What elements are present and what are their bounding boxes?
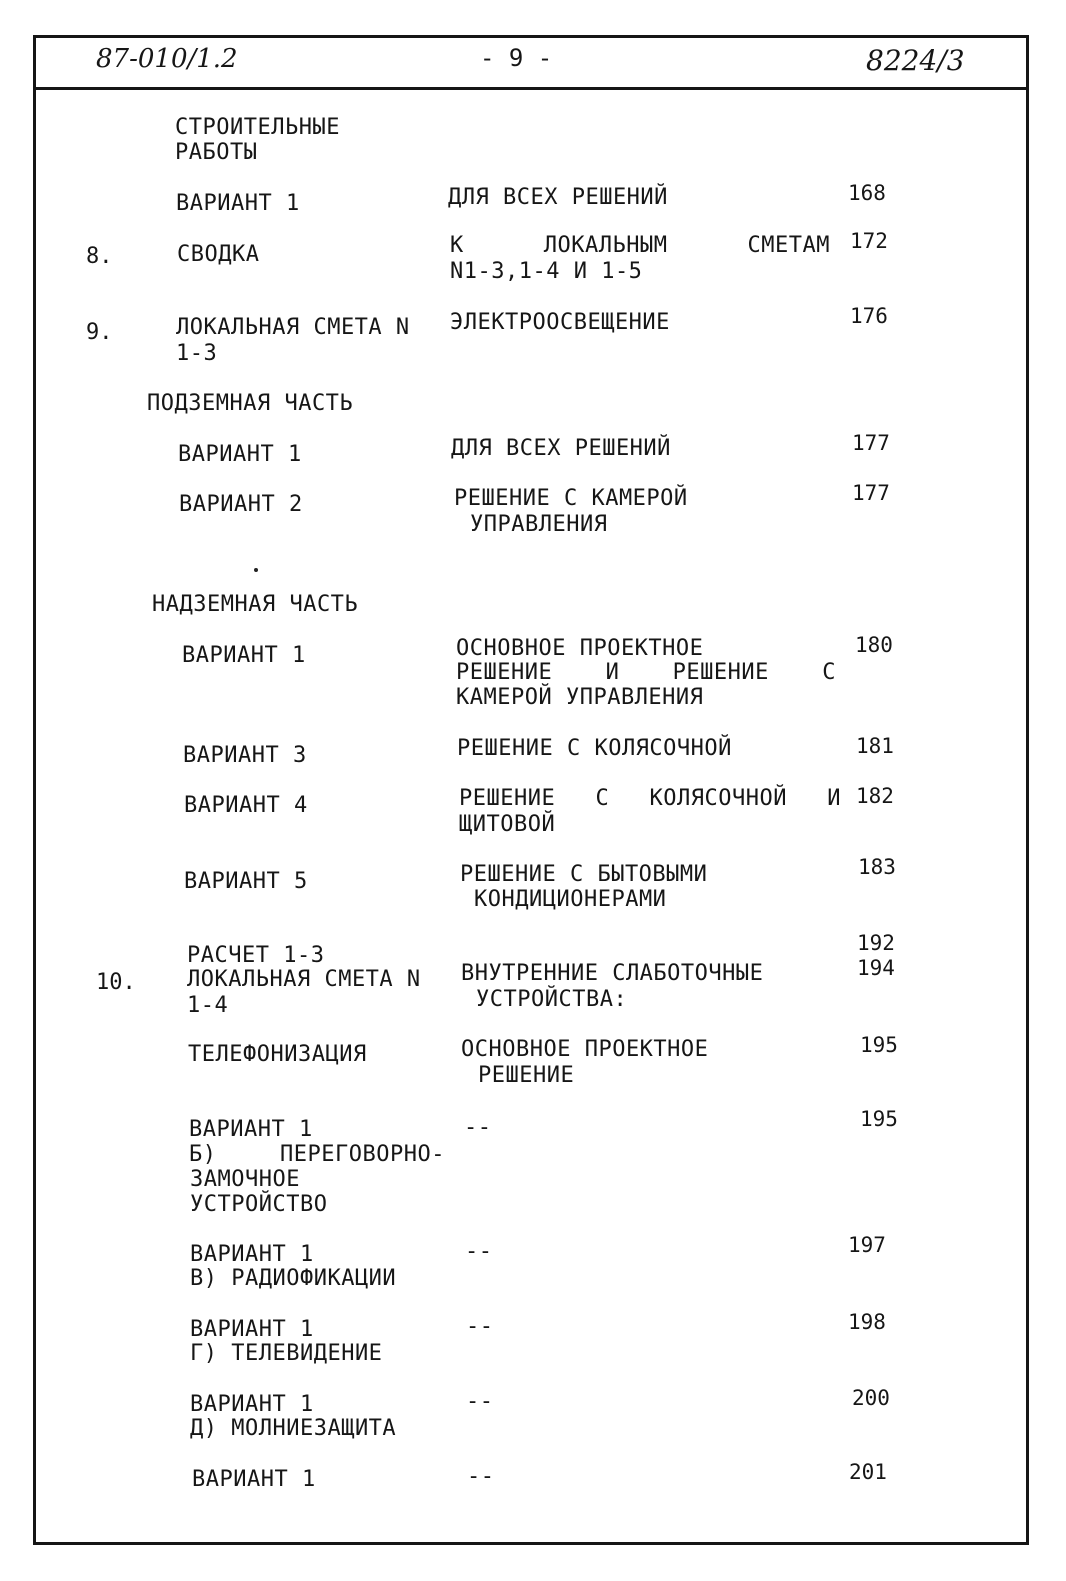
desc-word: РЕШЕНИЕ [456, 660, 553, 685]
document-code: 87-010/1.2 [96, 44, 238, 74]
row-page: 198 [848, 1310, 886, 1334]
row-description-line2: КОНДИЦИОНЕРАМИ [474, 887, 667, 912]
label-word: Б) [189, 1142, 217, 1167]
row-description-line1: ОСНОВНОЕ ПРОЕКТНОЕ [456, 636, 704, 661]
row-description-line2 [456, 660, 836, 685]
row-page: 168 [848, 181, 886, 205]
row-label: ТЕЛЕФОНИЗАЦИЯ [188, 1042, 367, 1067]
stray-mark [254, 568, 258, 572]
subsection-title: ПОДЗЕМНАЯ ЧАСТЬ [147, 391, 354, 416]
row-label: ВАРИАНТ 3 [183, 743, 307, 768]
page-number: - 9 - [480, 44, 553, 72]
row-label: ВАРИАНТ 1 [182, 643, 306, 668]
row-label-line2: Г) ТЕЛЕВИДЕНИЕ [190, 1341, 383, 1366]
row-label-line4: УСТРОЙСТВО [190, 1192, 328, 1217]
row-description-line2: N1-3,1-4 И 1-5 [450, 259, 643, 284]
row-description-line1: РЕШЕНИЕ С КАМЕРОЙ [454, 486, 688, 511]
row-page: 195 [860, 1033, 898, 1057]
row-label: ВАРИАНТ 2 [179, 492, 303, 517]
item-number: 10. [96, 970, 136, 995]
row-page: 197 [848, 1233, 886, 1257]
desc-word: С [822, 660, 836, 685]
row-page: 201 [849, 1460, 887, 1484]
row-page: 195 [860, 1107, 898, 1131]
row-label-line2: 1-4 [187, 993, 229, 1018]
row-label-line3: ЗАМОЧНОЕ [190, 1167, 300, 1192]
row-label-line1: ЛОКАЛЬНАЯ СМЕТА N [176, 315, 410, 340]
item-number: 9. [86, 320, 113, 345]
row-description-line2: ЩИТОВОЙ [459, 812, 556, 837]
section-title-line1: СТРОИТЕЛЬНЫЕ [175, 115, 340, 140]
desc-word: ЛОКАЛЬНЫМ [543, 233, 668, 258]
row-description: -- [465, 1239, 493, 1264]
row-label: ВАРИАНТ 1 [192, 1467, 316, 1492]
row-page: 172 [850, 229, 888, 253]
desc-word: И [827, 786, 841, 811]
row-description-line1 [450, 233, 830, 258]
row-label: ВАРИАНТ 4 [184, 793, 308, 818]
desc-word: К [450, 233, 464, 258]
row-description-line1: РЕШЕНИЕ С БЫТОВЫМИ [460, 862, 708, 887]
row-label-line2: Д) МОЛНИЕЗАЩИТА [190, 1416, 397, 1441]
row-description: ЭЛЕКТРООСВЕЩЕНИЕ [450, 310, 670, 335]
row-page: 177 [852, 431, 890, 455]
row-description: РЕШЕНИЕ С КОЛЯСОЧНОЙ [457, 736, 732, 761]
row-description: -- [466, 1314, 494, 1339]
row-description-line2: УСТРОЙСТВА: [476, 987, 628, 1012]
desc-word: РЕШЕНИЕ [672, 660, 769, 685]
sheet-code: 8224/3 [866, 44, 965, 77]
row-label-line2 [189, 1142, 445, 1167]
row-page: 182 [856, 784, 894, 808]
row-page: 200 [852, 1386, 890, 1410]
row-page: 176 [850, 304, 888, 328]
row-label-line2: В) РАДИОФИКАЦИИ [190, 1266, 397, 1291]
row-page: 181 [856, 734, 894, 758]
row-description-line1: ОСНОВНОЕ ПРОЕКТНОЕ [461, 1037, 709, 1062]
section-title-line2: РАБОТЫ [175, 140, 258, 165]
row-page: 180 [855, 633, 893, 657]
item-number: 8. [86, 244, 113, 269]
row-description-line2: РЕШЕНИЕ [478, 1063, 575, 1088]
row-label: РАСЧЕТ 1-3 [187, 943, 325, 968]
row-description: -- [467, 1464, 495, 1489]
subsection-title: НАДЗЕМНАЯ ЧАСТЬ [152, 592, 359, 617]
row-label: ВАРИАНТ 1 [178, 442, 302, 467]
row-label-line1: ВАРИАНТ 1 [190, 1317, 314, 1342]
row-description: ДЛЯ ВСЕХ РЕШЕНИЙ [451, 436, 671, 461]
row-description: -- [464, 1115, 492, 1140]
row-label-line1: ЛОКАЛЬНАЯ СМЕТА N [187, 967, 421, 992]
row-description-line2: УПРАВЛЕНИЯ [470, 512, 608, 537]
desc-word: РЕШЕНИЕ [459, 786, 556, 811]
desc-word: С [595, 786, 610, 811]
row-description-line1: ВНУТРЕННИЕ СЛАБОТОЧНЫЕ [461, 961, 764, 986]
row-label: ВАРИАНТ 1 [176, 191, 300, 216]
desc-word: СМЕТАМ [747, 233, 830, 258]
desc-word: КОЛЯСОЧНОЙ [649, 786, 787, 811]
row-label-line1: ВАРИАНТ 1 [190, 1242, 314, 1267]
header-divider [33, 87, 1029, 90]
row-label: ВАРИАНТ 5 [184, 869, 308, 894]
row-label-line1: ВАРИАНТ 1 [190, 1392, 314, 1417]
row-description-line1 [459, 786, 841, 811]
row-page: 183 [858, 855, 896, 879]
label-word: ПЕРЕГОВОРНО- [280, 1142, 445, 1167]
row-description-line3: КАМЕРОЙ УПРАВЛЕНИЯ [456, 685, 704, 710]
desc-word: И [605, 660, 620, 685]
row-label-line1: ВАРИАНТ 1 [189, 1117, 313, 1142]
row-label: СВОДКА [177, 242, 260, 267]
row-description: ДЛЯ ВСЕХ РЕШЕНИЙ [448, 185, 668, 210]
row-page: 192 [857, 931, 895, 955]
row-page: 177 [852, 481, 890, 505]
row-description: -- [466, 1389, 494, 1414]
row-page: 194 [857, 956, 895, 980]
row-label-line2: 1-3 [176, 341, 218, 366]
